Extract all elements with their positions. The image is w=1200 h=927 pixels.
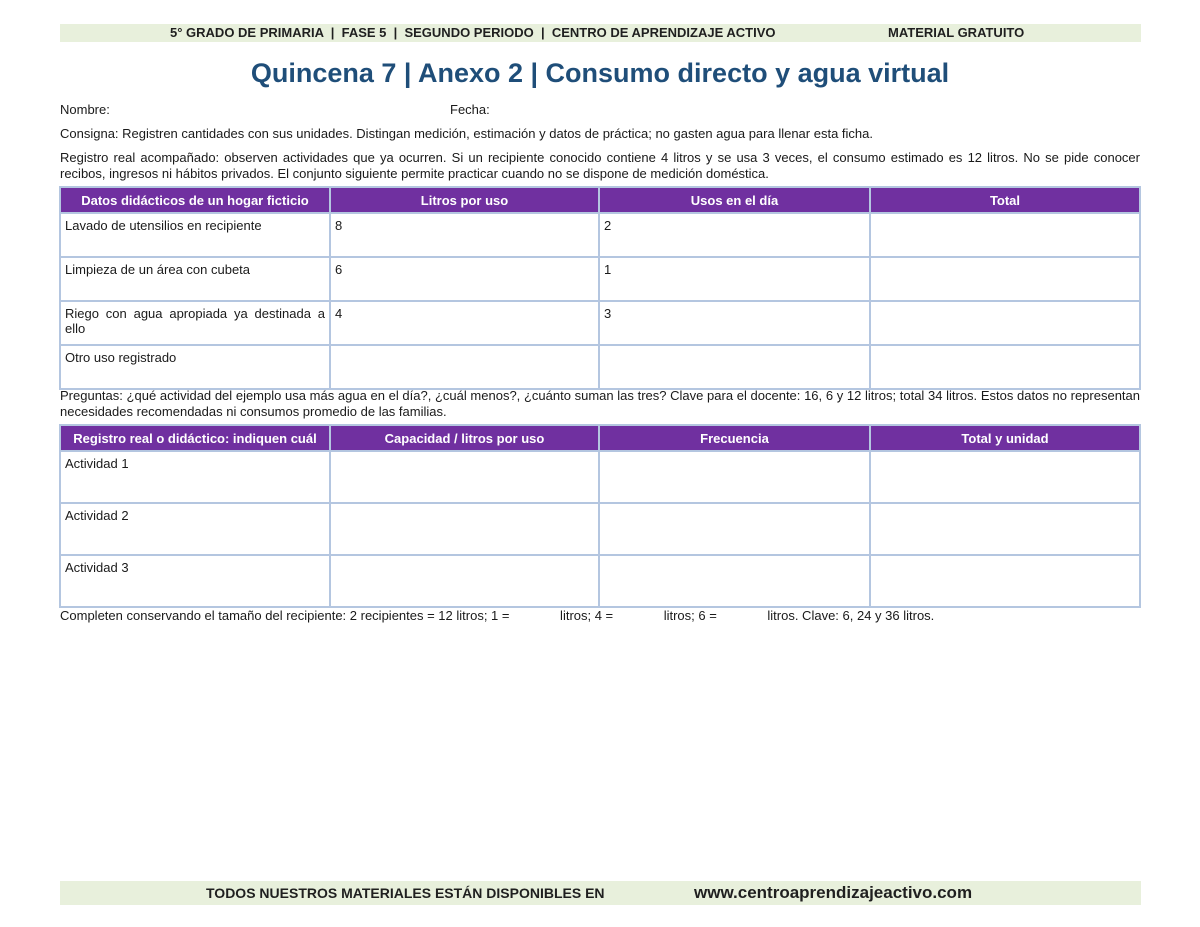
table-row (60, 345, 1140, 389)
activity-record-table (59, 424, 1141, 608)
table-cell: Riego con agua apropiada ya destinada a ello (60, 301, 330, 345)
table-cell[interactable]: 4 (330, 301, 599, 345)
table-cell[interactable] (599, 503, 870, 555)
table-row (60, 257, 1140, 301)
header-grade-info: 5° GRADO DE PRIMARIA | FASE 5 | SEGUNDO PERIODO | CENTRO DE APRENDIZAJE ACTIVO (170, 25, 776, 40)
column-header: Registro real o didáctico: indiquen cuál (60, 425, 330, 451)
table-header-row (60, 425, 1140, 451)
table-cell[interactable] (870, 555, 1140, 607)
table-cell: Actividad 2 (60, 503, 330, 555)
table-cell[interactable]: 8 (330, 213, 599, 257)
footer-url-link[interactable]: www.centroaprendizajeactivo.com (694, 883, 973, 902)
table-cell[interactable] (870, 345, 1140, 389)
table-cell[interactable] (870, 451, 1140, 503)
table-row (60, 213, 1140, 257)
table-cell[interactable]: 1 (599, 257, 870, 301)
header-free-material: MATERIAL GRATUITO (888, 25, 1025, 40)
registro-intro-text: Registro real acompañado: observen actividades que ya ocurren. Si un recipiente conocido contiene 4 litros y se usa 3 veces, el consumo estimado es 12 litros. No se pide conocer recibos, ingresos ni hábitos privados. El conjunto siguiente permite practicar cuando no se dispone de medición doméstica. (60, 150, 1140, 181)
table-cell: Limpieza de un área con cubeta (60, 257, 330, 301)
page-title: Quincena 7 | Anexo 2 | Consumo directo y agua virtual (250, 58, 950, 88)
column-header: Total y unidad (870, 425, 1140, 451)
column-header: Frecuencia (599, 425, 870, 451)
table-row (60, 451, 1140, 503)
table-row (60, 503, 1140, 555)
table-cell: Actividad 3 (60, 555, 330, 607)
table-cell[interactable]: 3 (599, 301, 870, 345)
column-header: Total (870, 187, 1140, 213)
consigna-text: Consigna: Registren cantidades con sus unidades. Distingan medición, estimación y datos de práctica; no gasten agua para llenar esta ficha. (60, 126, 873, 141)
column-header: Capacidad / litros por uso (330, 425, 599, 451)
table-cell[interactable] (599, 555, 870, 607)
table-cell[interactable] (870, 257, 1140, 301)
table-cell[interactable] (330, 345, 599, 389)
preguntas-text: Preguntas: ¿qué actividad del ejemplo usa más agua en el día?, ¿cuál menos?, ¿cuánto suman las tres? Clave para el docente: 16, 6 y 12 litros; total 34 litros. Estos datos no representan necesidades recomendadas ni consumos promedio de las familias. (60, 388, 1140, 419)
table-cell[interactable] (599, 345, 870, 389)
table-cell[interactable] (870, 213, 1140, 257)
header-band (60, 24, 1141, 42)
table-row (60, 301, 1140, 345)
footer-band (60, 881, 1141, 905)
table-cell[interactable]: 2 (599, 213, 870, 257)
footer-text: TODOS NUESTROS MATERIALES ESTÁN DISPONIBLES EN (206, 885, 605, 901)
table-cell[interactable] (870, 503, 1140, 555)
fecha-label: Fecha: (450, 102, 490, 117)
table-cell[interactable] (330, 451, 599, 503)
table-cell[interactable] (330, 555, 599, 607)
table-cell: Lavado de utensilios en recipiente (60, 213, 330, 257)
table-cell[interactable]: 6 (330, 257, 599, 301)
table-header-row (60, 187, 1140, 213)
table-cell: Otro uso registrado (60, 345, 330, 389)
completen-text: Completen conservando el tamaño del recipiente: 2 recipientes = 12 litros; 1 = litros; 4 = litros; 6 = litros. Clave: 6, 24 y 36 litros. (60, 608, 935, 623)
column-header: Usos en el día (599, 187, 870, 213)
table-cell[interactable] (599, 451, 870, 503)
household-data-table (59, 186, 1141, 390)
table-row (60, 555, 1140, 607)
table-cell[interactable] (870, 301, 1140, 345)
column-header: Datos didácticos de un hogar ficticio (60, 187, 330, 213)
table-cell[interactable] (330, 503, 599, 555)
nombre-label: Nombre: (60, 102, 110, 117)
column-header: Litros por uso (330, 187, 599, 213)
table-cell: Actividad 1 (60, 451, 330, 503)
